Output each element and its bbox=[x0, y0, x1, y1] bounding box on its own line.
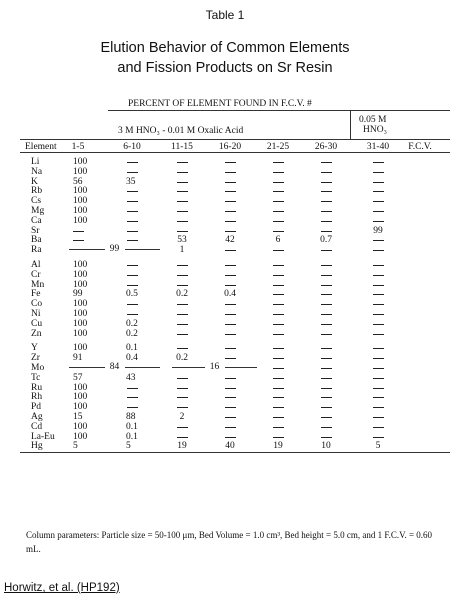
no-value-dash bbox=[177, 275, 188, 276]
no-value-dash bbox=[273, 201, 284, 202]
cell-value: 5 bbox=[375, 441, 381, 452]
no-value-dash bbox=[177, 397, 188, 398]
no-value-dash bbox=[177, 324, 188, 325]
column-header: 21-25 bbox=[266, 142, 290, 152]
cell-value: 100 bbox=[73, 206, 88, 216]
column-header: Element bbox=[25, 142, 57, 152]
column-header: F.C.V. bbox=[408, 142, 432, 152]
table-bottom-rule bbox=[20, 452, 450, 453]
cell-value: 99 bbox=[373, 225, 383, 236]
no-value-dash bbox=[225, 191, 236, 192]
element-name: Y bbox=[31, 343, 38, 354]
no-value-dash bbox=[321, 388, 332, 389]
no-value-dash bbox=[273, 231, 284, 232]
cell-value: 100 bbox=[73, 343, 88, 354]
element-name: Sr bbox=[31, 225, 40, 236]
no-value-dash bbox=[321, 334, 332, 335]
title-line-2: and Fission Products on Sr Resin bbox=[117, 60, 333, 76]
no-value-dash bbox=[273, 378, 284, 379]
cell-value: 100 bbox=[73, 166, 88, 177]
element-name: Hg bbox=[31, 441, 43, 452]
no-value-dash bbox=[273, 211, 284, 212]
no-value-dash bbox=[127, 201, 138, 202]
no-value-dash bbox=[321, 221, 332, 222]
cell-value: 0.2 bbox=[126, 328, 138, 339]
cell-value: 5 bbox=[73, 441, 78, 452]
no-value-dash bbox=[321, 201, 332, 202]
no-value-dash bbox=[225, 285, 236, 286]
no-value-dash bbox=[127, 162, 138, 163]
no-value-dash bbox=[273, 275, 284, 276]
no-value-dash bbox=[373, 191, 384, 192]
cell-value: 10 bbox=[321, 441, 331, 452]
cell-value: 0.1 bbox=[126, 343, 138, 354]
no-value-dash bbox=[225, 314, 236, 315]
no-value-dash bbox=[127, 407, 138, 408]
cell-value: 91 bbox=[73, 353, 83, 364]
element-name: La-Eu bbox=[31, 431, 55, 442]
cell-value: 42 bbox=[225, 235, 235, 246]
cell-value: 53 bbox=[177, 235, 187, 246]
no-value-dash bbox=[373, 211, 384, 212]
no-value-dash bbox=[177, 211, 188, 212]
element-name: Ru bbox=[31, 382, 43, 393]
cell-value: 100 bbox=[73, 269, 88, 280]
no-value-dash bbox=[273, 368, 284, 369]
table-title bbox=[0, 38, 450, 78]
no-value-dash bbox=[177, 407, 188, 408]
superheader-rule bbox=[108, 110, 450, 111]
no-value-dash bbox=[127, 265, 138, 266]
no-value-dash bbox=[127, 314, 138, 315]
cell-value: 6 bbox=[275, 235, 281, 246]
no-value-dash bbox=[225, 201, 236, 202]
no-value-dash bbox=[127, 275, 138, 276]
cell-value: 100 bbox=[73, 318, 88, 329]
no-value-dash bbox=[321, 172, 332, 173]
element-name: Ca bbox=[31, 215, 42, 226]
no-value-dash bbox=[321, 211, 332, 212]
group-header-oxalic: 3 M HNO₃ - 0.01 M Oxalic Acid bbox=[118, 126, 244, 136]
cell-value: 19 bbox=[273, 441, 283, 452]
element-name: Tc bbox=[31, 372, 41, 383]
no-value-dash bbox=[127, 304, 138, 305]
no-value-dash bbox=[177, 427, 188, 428]
no-value-dash bbox=[373, 240, 384, 241]
cell-value: 0.1 bbox=[126, 431, 138, 442]
no-value-dash bbox=[321, 250, 332, 251]
cell-value: 100 bbox=[73, 299, 88, 310]
element-name: Li bbox=[31, 157, 40, 167]
cell-value: 100 bbox=[73, 421, 88, 432]
cell-value: 15 bbox=[73, 412, 83, 422]
header-rule-top bbox=[20, 139, 450, 140]
no-value-dash bbox=[273, 417, 284, 418]
element-name: Co bbox=[31, 299, 43, 310]
cell-value: 0.2 bbox=[176, 353, 188, 364]
cell-value: 1 bbox=[179, 245, 185, 256]
no-value-dash bbox=[225, 231, 236, 232]
group-divider bbox=[350, 110, 351, 140]
no-value-dash bbox=[177, 334, 188, 335]
no-value-dash bbox=[225, 324, 236, 325]
no-value-dash bbox=[373, 221, 384, 222]
cell-value: 100 bbox=[73, 392, 88, 403]
element-name: Pd bbox=[31, 402, 42, 413]
no-value-dash bbox=[177, 437, 188, 438]
cell-value: 2 bbox=[179, 412, 185, 422]
table-label: Table 1 bbox=[205, 8, 245, 22]
no-value-dash bbox=[373, 324, 384, 325]
column-header: 11-15 bbox=[171, 142, 193, 152]
cell-value: 99 bbox=[73, 289, 83, 300]
no-value-dash bbox=[177, 182, 188, 183]
no-value-dash bbox=[177, 348, 188, 349]
no-value-dash bbox=[177, 388, 188, 389]
element-name: Cr bbox=[31, 269, 41, 280]
no-value-dash bbox=[321, 182, 332, 183]
no-value-dash bbox=[73, 231, 84, 232]
cell-value: 100 bbox=[73, 157, 88, 167]
no-value-dash bbox=[373, 334, 384, 335]
cell-value: 100 bbox=[73, 196, 88, 207]
title-line-1: Elution Behavior of Common Elements bbox=[100, 40, 350, 56]
no-value-dash bbox=[273, 397, 284, 398]
element-name: Rb bbox=[31, 186, 43, 197]
cell-value: 100 bbox=[73, 215, 88, 226]
no-value-dash bbox=[373, 378, 384, 379]
no-value-dash bbox=[273, 221, 284, 222]
no-value-dash bbox=[321, 324, 332, 325]
no-value-dash bbox=[273, 162, 284, 163]
no-value-dash bbox=[273, 182, 284, 183]
no-value-dash bbox=[273, 191, 284, 192]
citation: Horwitz, et al. (HP192) bbox=[4, 582, 120, 594]
no-value-dash bbox=[225, 172, 236, 173]
no-value-dash bbox=[127, 285, 138, 286]
no-value-dash bbox=[321, 294, 332, 295]
no-value-dash bbox=[225, 417, 236, 418]
element-name: Ba bbox=[31, 235, 42, 246]
no-value-dash bbox=[127, 240, 138, 241]
no-value-dash bbox=[321, 378, 332, 379]
no-value-dash bbox=[321, 191, 332, 192]
no-value-dash bbox=[177, 172, 188, 173]
no-value-dash bbox=[321, 231, 332, 232]
group-header-hno3-line2: HNO₃ bbox=[363, 125, 387, 135]
no-value-dash bbox=[225, 388, 236, 389]
cell-value: 0.7 bbox=[320, 235, 332, 246]
cell-value: 100 bbox=[73, 382, 88, 393]
span-value: 84 bbox=[105, 362, 125, 372]
cell-value: 100 bbox=[73, 402, 88, 413]
no-value-dash bbox=[373, 304, 384, 305]
no-value-dash bbox=[177, 265, 188, 266]
no-value-dash bbox=[273, 250, 284, 251]
cell-value: 100 bbox=[73, 328, 88, 339]
cell-value: 57 bbox=[73, 372, 83, 383]
column-header: 31-40 bbox=[366, 142, 390, 152]
no-value-dash bbox=[127, 172, 138, 173]
cell-value: 100 bbox=[73, 279, 88, 290]
no-value-dash bbox=[321, 162, 332, 163]
no-value-dash bbox=[373, 172, 384, 173]
no-value-dash bbox=[373, 397, 384, 398]
no-value-dash bbox=[225, 348, 236, 349]
element-name: Na bbox=[31, 166, 43, 177]
no-value-dash bbox=[225, 221, 236, 222]
cell-value: 100 bbox=[73, 260, 88, 270]
cell-value: 35 bbox=[126, 176, 136, 187]
no-value-dash bbox=[373, 314, 384, 315]
cell-value: 40 bbox=[225, 441, 235, 452]
no-value-dash bbox=[373, 294, 384, 295]
no-value-dash bbox=[177, 378, 188, 379]
superheader: PERCENT OF ELEMENT FOUND IN F.C.V. # bbox=[128, 99, 312, 109]
cell-value: 19 bbox=[177, 441, 187, 452]
element-name: Cd bbox=[31, 421, 43, 432]
element-name: Ra bbox=[31, 245, 42, 256]
no-value-dash bbox=[321, 358, 332, 359]
no-value-dash bbox=[273, 437, 284, 438]
no-value-dash bbox=[321, 417, 332, 418]
no-value-dash bbox=[225, 275, 236, 276]
element-name: Mg bbox=[31, 206, 45, 216]
no-value-dash bbox=[127, 397, 138, 398]
element-name: Cu bbox=[31, 318, 43, 329]
cell-value: 5 bbox=[126, 441, 131, 452]
no-value-dash bbox=[225, 265, 236, 266]
element-name: Mn bbox=[31, 279, 45, 290]
cell-value: 100 bbox=[73, 309, 88, 319]
no-value-dash bbox=[373, 427, 384, 428]
no-value-dash bbox=[127, 191, 138, 192]
element-name: K bbox=[31, 176, 38, 187]
cell-value: 0.4 bbox=[224, 289, 236, 300]
no-value-dash bbox=[225, 407, 236, 408]
no-value-dash bbox=[273, 334, 284, 335]
cell-value: 43 bbox=[126, 372, 136, 383]
no-value-dash bbox=[273, 407, 284, 408]
element-name: Cs bbox=[31, 196, 42, 207]
no-value-dash bbox=[127, 221, 138, 222]
no-value-dash bbox=[225, 304, 236, 305]
no-value-dash bbox=[273, 294, 284, 295]
span-value: 99 bbox=[105, 244, 125, 254]
column-header: 6-10 bbox=[123, 142, 141, 152]
no-value-dash bbox=[73, 240, 84, 241]
column-parameters-footnote: Column parameters: Particle size = 50-100 μm, Bed Volume = 1.0 cm³, Bed height = 5.0 cm, and 1 F.C.V. = 0.60 mL. bbox=[26, 530, 433, 554]
element-name: Al bbox=[31, 260, 41, 270]
no-value-dash bbox=[373, 348, 384, 349]
no-value-dash bbox=[321, 304, 332, 305]
span-value: 16 bbox=[205, 362, 225, 372]
no-value-dash bbox=[273, 388, 284, 389]
no-value-dash bbox=[177, 304, 188, 305]
no-value-dash bbox=[177, 162, 188, 163]
cell-value: 100 bbox=[73, 431, 88, 442]
no-value-dash bbox=[273, 348, 284, 349]
no-value-dash bbox=[225, 378, 236, 379]
no-value-dash bbox=[273, 427, 284, 428]
element-name: Zr bbox=[31, 353, 40, 364]
no-value-dash bbox=[373, 250, 384, 251]
no-value-dash bbox=[127, 388, 138, 389]
no-value-dash bbox=[321, 285, 332, 286]
cell-value: 88 bbox=[126, 412, 136, 422]
no-value-dash bbox=[373, 162, 384, 163]
no-value-dash bbox=[225, 437, 236, 438]
no-value-dash bbox=[127, 231, 138, 232]
no-value-dash bbox=[321, 265, 332, 266]
column-header: 16-20 bbox=[218, 142, 242, 152]
column-header: 26-30 bbox=[314, 142, 338, 152]
no-value-dash bbox=[273, 358, 284, 359]
no-value-dash bbox=[373, 285, 384, 286]
no-value-dash bbox=[177, 201, 188, 202]
cell-value: 0.2 bbox=[176, 289, 188, 300]
no-value-dash bbox=[321, 437, 332, 438]
no-value-dash bbox=[373, 358, 384, 359]
cell-value: 56 bbox=[73, 176, 83, 187]
no-value-dash bbox=[273, 324, 284, 325]
element-name: Mo bbox=[31, 363, 45, 373]
element-name: Zn bbox=[31, 328, 42, 339]
header-rule-bottom bbox=[20, 152, 450, 153]
no-value-dash bbox=[373, 417, 384, 418]
no-value-dash bbox=[127, 211, 138, 212]
no-value-dash bbox=[321, 407, 332, 408]
no-value-dash bbox=[225, 427, 236, 428]
no-value-dash bbox=[373, 368, 384, 369]
no-value-dash bbox=[177, 221, 188, 222]
no-value-dash bbox=[321, 427, 332, 428]
no-value-dash bbox=[373, 201, 384, 202]
no-value-dash bbox=[321, 368, 332, 369]
group-header-hno3-line1: 0.05 M bbox=[359, 115, 387, 125]
no-value-dash bbox=[373, 407, 384, 408]
cell-value: 0.1 bbox=[126, 421, 138, 432]
cell-value: 0.4 bbox=[126, 353, 138, 364]
no-value-dash bbox=[177, 231, 188, 232]
no-value-dash bbox=[273, 304, 284, 305]
column-header: 1-5 bbox=[71, 142, 85, 152]
no-value-dash bbox=[373, 275, 384, 276]
cell-value: 100 bbox=[73, 186, 88, 197]
no-value-dash bbox=[273, 285, 284, 286]
cell-value: 0.2 bbox=[126, 318, 138, 329]
no-value-dash bbox=[225, 211, 236, 212]
no-value-dash bbox=[225, 250, 236, 251]
no-value-dash bbox=[225, 162, 236, 163]
no-value-dash bbox=[225, 397, 236, 398]
no-value-dash bbox=[373, 182, 384, 183]
no-value-dash bbox=[225, 182, 236, 183]
cell-value: 0.5 bbox=[126, 289, 138, 300]
element-name: Ni bbox=[31, 309, 41, 319]
no-value-dash bbox=[321, 397, 332, 398]
element-name: Ag bbox=[31, 412, 43, 422]
no-value-dash bbox=[321, 348, 332, 349]
no-value-dash bbox=[225, 334, 236, 335]
no-value-dash bbox=[177, 285, 188, 286]
elution-table bbox=[20, 95, 450, 565]
no-value-dash bbox=[321, 314, 332, 315]
no-value-dash bbox=[373, 437, 384, 438]
no-value-dash bbox=[177, 314, 188, 315]
element-name: Rh bbox=[31, 392, 43, 403]
no-value-dash bbox=[373, 265, 384, 266]
no-value-dash bbox=[321, 275, 332, 276]
no-value-dash bbox=[273, 265, 284, 266]
no-value-dash bbox=[225, 358, 236, 359]
no-value-dash bbox=[273, 172, 284, 173]
no-value-dash bbox=[273, 314, 284, 315]
no-value-dash bbox=[373, 388, 384, 389]
element-name: Fe bbox=[31, 289, 41, 300]
no-value-dash bbox=[177, 191, 188, 192]
